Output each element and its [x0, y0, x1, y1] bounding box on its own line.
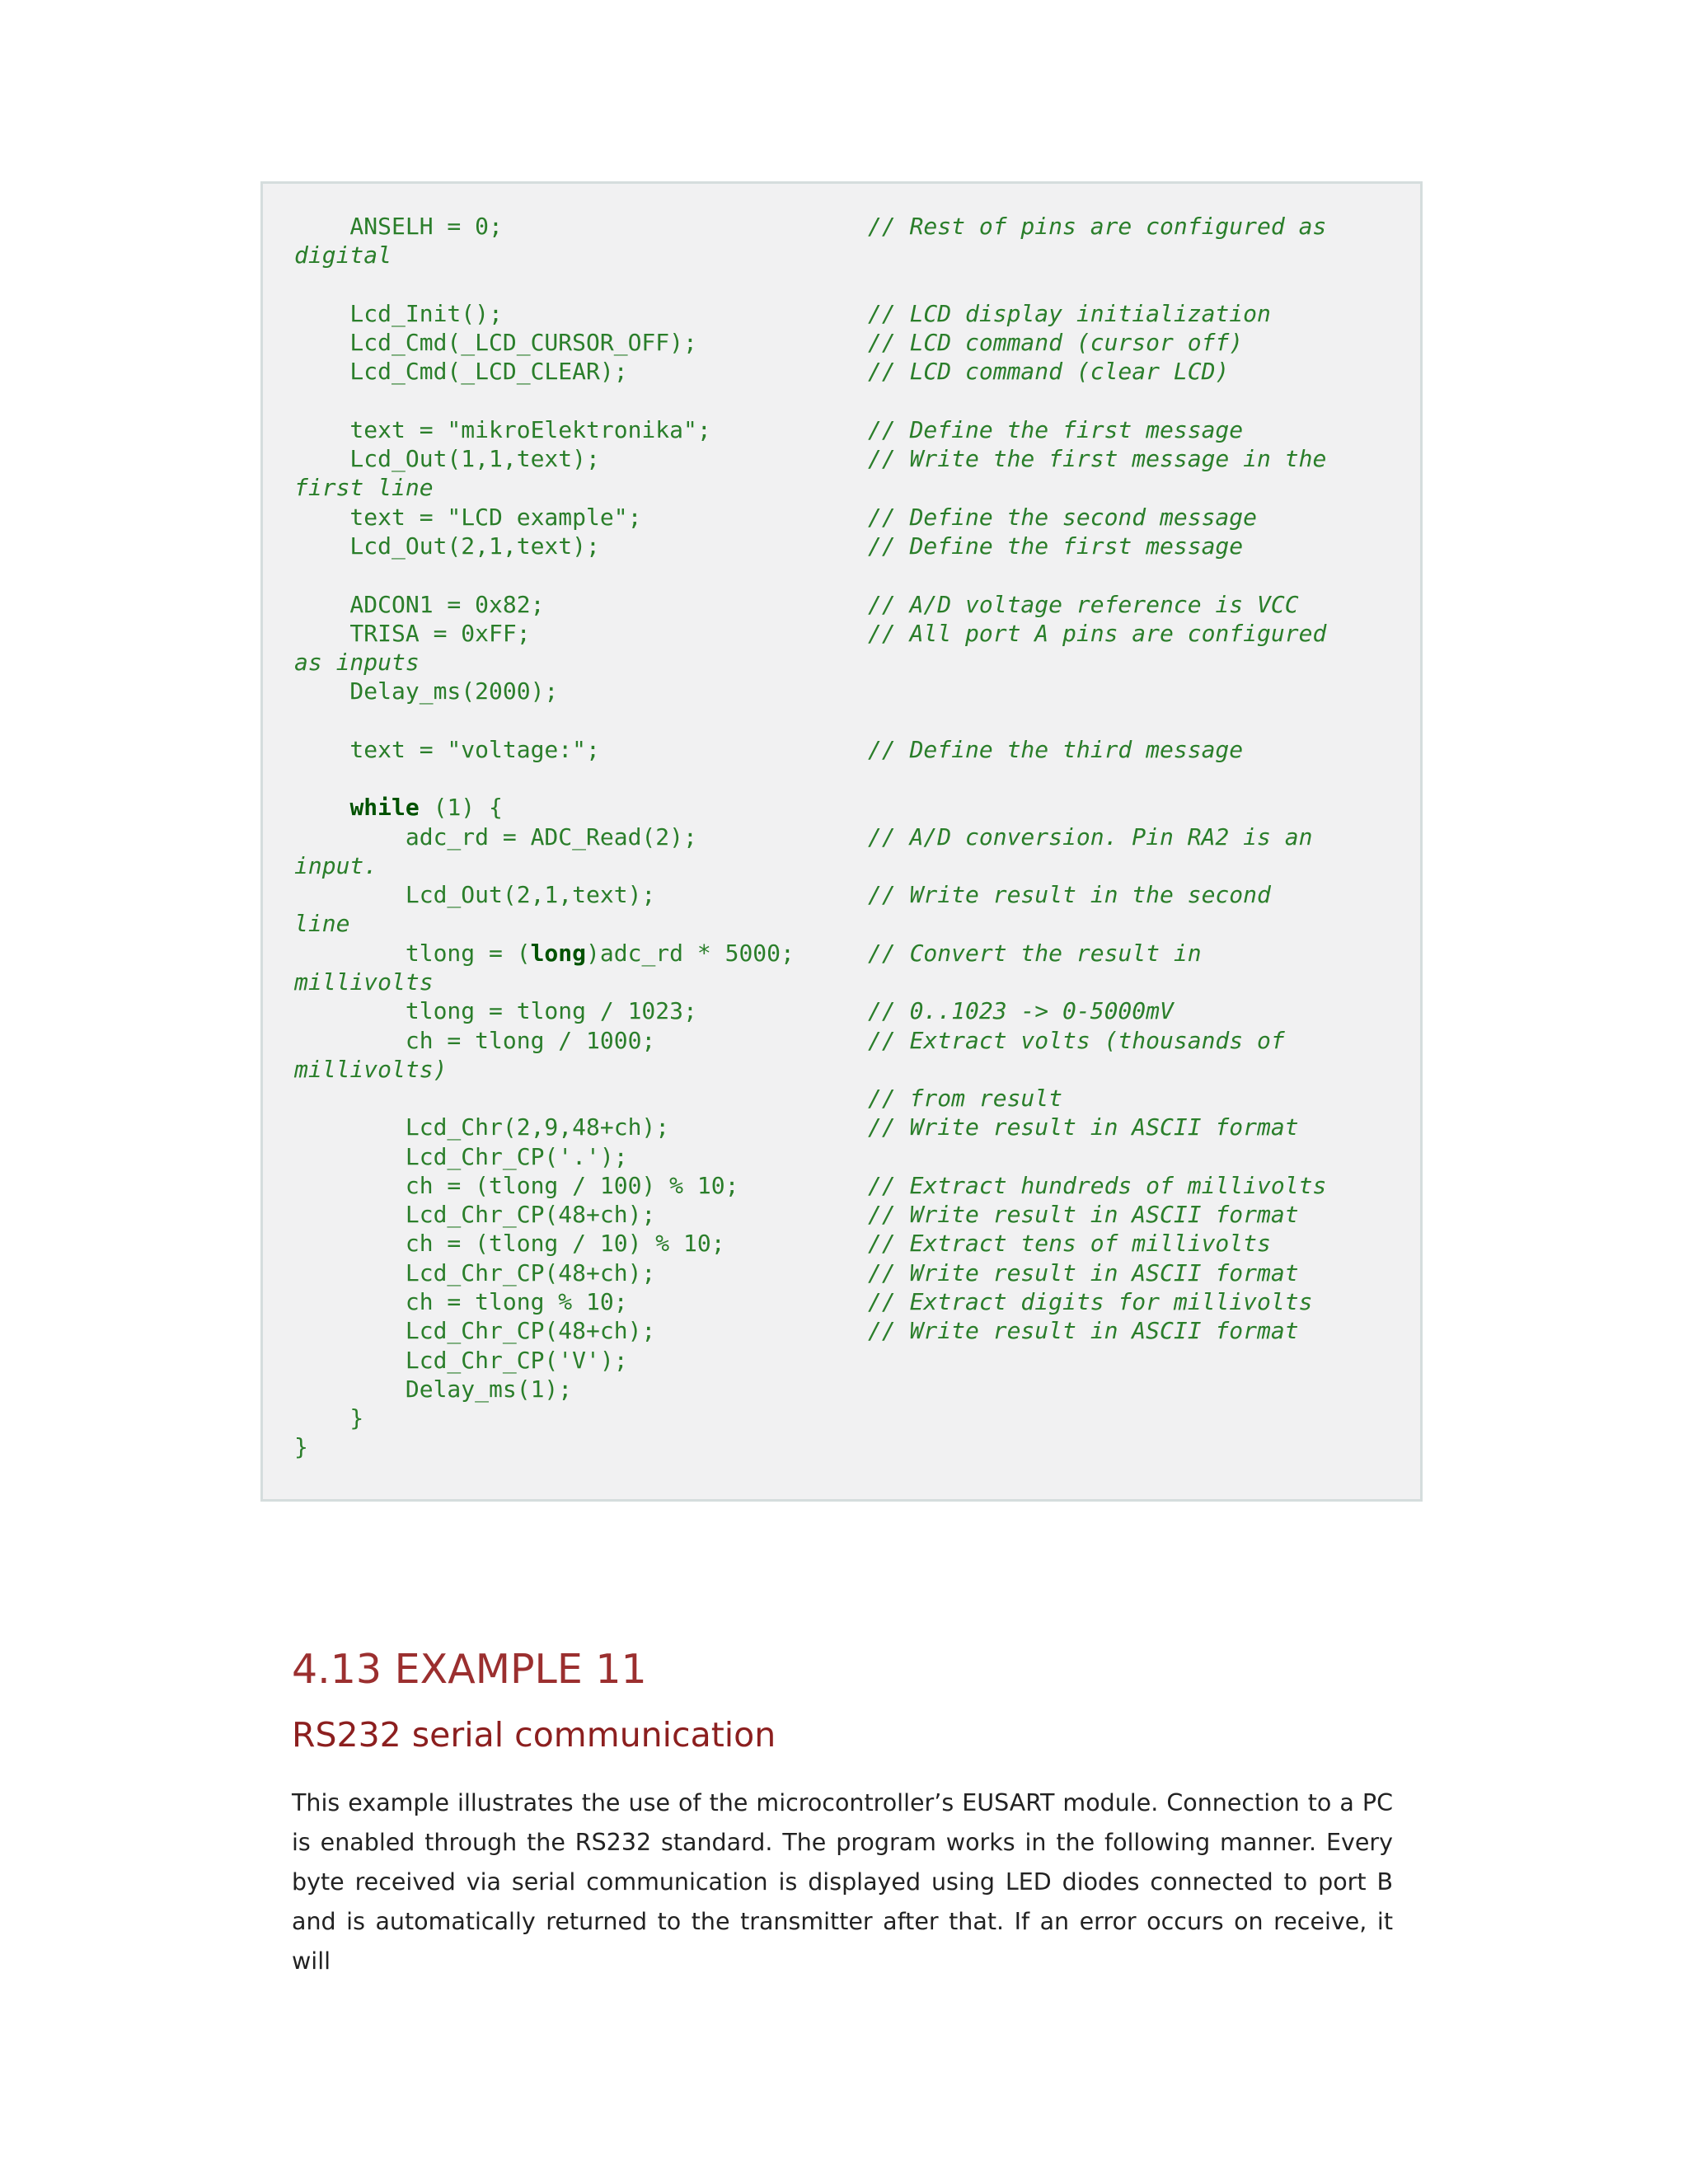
- code-comment: [868, 823, 1312, 851]
- code-comment: [868, 1229, 1271, 1258]
- code-line: [294, 1258, 655, 1287]
- code-comment: [868, 299, 1271, 328]
- comment-text: // Extract volts (thousands of: [868, 1026, 1285, 1054]
- code-comment: [868, 880, 1271, 909]
- code-comment: [868, 532, 1243, 560]
- code-text: Lcd_Chr_CP(48+ch);: [294, 1317, 656, 1345]
- code-text: ADCON1 = 0x82;: [294, 590, 545, 618]
- code-line: [294, 939, 795, 968]
- code-text: TRISA = 0xFF;: [294, 619, 531, 647]
- code-line: [294, 532, 600, 560]
- comment-text: // Write result in ASCII format: [868, 1258, 1299, 1286]
- code-comment: [868, 1171, 1326, 1200]
- code-text: [294, 794, 349, 821]
- code-comment-continuation: [294, 968, 434, 996]
- code-comment: [868, 212, 1326, 241]
- code-comment: [868, 503, 1257, 532]
- code-text: ch = (tlong / 100) % 10;: [294, 1171, 739, 1199]
- code-text: ch = tlong % 10;: [294, 1287, 628, 1315]
- code-text: Lcd_Out(2,1,text);: [294, 881, 656, 909]
- code-line: [294, 590, 544, 619]
- code-listing: [260, 181, 1423, 1502]
- code-comment-continuation: [294, 473, 434, 502]
- code-text: Lcd_Out(1,1,text);: [294, 445, 600, 473]
- code-line: [294, 1026, 655, 1055]
- body-paragraph: This example illustrates the use of the microcontroller’s EUSART module. Connection to a PC is enabled through the RS232 standard. The program works in the following manner. Every byte received via serial communication is displayed using LED diodes connected to port B and is automatically returned to the transmitter after that. If an error occurs on receive, it will: [292, 1789, 1393, 1975]
- code-comment: [868, 415, 1243, 444]
- code-comment: [868, 735, 1243, 764]
- comment-text: // A/D conversion. Pin RA2 is an: [868, 823, 1313, 851]
- comment-text: // A/D voltage reference is VCC: [868, 590, 1299, 618]
- code-line: [294, 444, 600, 473]
- comment-text: // Define the third message: [868, 735, 1244, 763]
- code-text: Delay_ms(1);: [294, 1375, 573, 1403]
- comment-text: // Extract hundreds of millivolts: [868, 1171, 1327, 1199]
- code-comment-continuation: [294, 1055, 447, 1084]
- comment-text: // Convert the result in: [868, 939, 1202, 967]
- code-text: Lcd_Cmd(_LCD_CURSOR_OFF);: [294, 329, 697, 357]
- code-line: [294, 1142, 628, 1171]
- code-text: Lcd_Chr_CP('.');: [294, 1142, 628, 1170]
- code-comment: [868, 1026, 1285, 1055]
- code-line: [294, 357, 628, 386]
- code-line: [294, 677, 558, 705]
- code-text: text = "LCD example";: [294, 503, 642, 531]
- comment-text: // Write result in ASCII format: [868, 1201, 1299, 1229]
- code-comment: [868, 328, 1243, 357]
- comment-text: // LCD command (cursor off): [868, 329, 1244, 357]
- code-line: [294, 880, 655, 909]
- code-text: }: [294, 1433, 308, 1461]
- code-line: [294, 1287, 628, 1316]
- code-comment-continuation: [294, 648, 420, 677]
- comment-text: // Extract digits for millivolts: [868, 1287, 1313, 1315]
- code-comment-continuation: [294, 851, 377, 880]
- code-comment: [868, 357, 1229, 386]
- code-text: )adc_rd * 5000;: [586, 939, 795, 967]
- code-text: Lcd_Init();: [294, 299, 503, 327]
- comment-text: // Rest of pins are configured as: [868, 213, 1327, 240]
- code-text: Lcd_Chr_CP('V');: [294, 1346, 628, 1374]
- comment-text: line: [294, 910, 350, 938]
- code-text: ch = (tlong / 10) % 10;: [294, 1230, 725, 1258]
- comment-text: // Extract tens of millivolts: [868, 1230, 1271, 1258]
- code-text: }: [294, 1404, 364, 1432]
- comment-text: // from result: [868, 1085, 1063, 1113]
- comment-text: // Write the first message in the: [868, 445, 1327, 473]
- comment-text: millivolts: [294, 968, 434, 996]
- code-line: [294, 1200, 655, 1229]
- code-text: ch = tlong / 1000;: [294, 1026, 656, 1054]
- comment-text: digital: [294, 241, 392, 269]
- code-text: Delay_ms(2000);: [294, 677, 559, 705]
- code-comment-continuation: [294, 909, 349, 938]
- comment-text: // All port A pins are configured: [868, 619, 1327, 647]
- comment-text: // Write result in ASCII format: [868, 1113, 1299, 1141]
- code-comment: [868, 590, 1299, 619]
- code-text: text = "voltage:";: [294, 735, 600, 763]
- code-comment: [868, 939, 1202, 968]
- code-text: adc_rd = ADC_Read(2);: [294, 823, 697, 851]
- code-text: Lcd_Chr_CP(48+ch);: [294, 1201, 656, 1229]
- code-line: [294, 503, 641, 532]
- section-subheading: RS232 serial communication: [292, 1715, 776, 1755]
- code-comment-continuation: [294, 241, 392, 269]
- code-comment: [868, 1113, 1299, 1141]
- code-line: [294, 1346, 628, 1375]
- code-comment: [868, 996, 1174, 1025]
- comment-text: as inputs: [294, 649, 420, 677]
- code-text: (1) {: [419, 794, 503, 822]
- code-line: [294, 823, 697, 851]
- code-comment: [868, 1258, 1299, 1287]
- code-line: [294, 1375, 572, 1404]
- code-text: text = "mikroElektronika";: [294, 415, 711, 443]
- code-line: [294, 793, 503, 822]
- code-line: [294, 1316, 655, 1345]
- code-line: [294, 735, 600, 764]
- code-line: [294, 328, 697, 357]
- code-comment: [868, 1316, 1299, 1345]
- code-text: tlong = (: [294, 939, 531, 967]
- comment-text: // Define the first message: [868, 415, 1244, 443]
- comment-text: input.: [294, 851, 378, 879]
- code-line: [294, 1113, 669, 1141]
- code-line: [294, 1404, 363, 1432]
- code-line: [294, 619, 531, 648]
- code-text: ANSELH = 0;: [294, 213, 503, 240]
- code-text: Lcd_Chr(2,9,48+ch);: [294, 1113, 670, 1141]
- code-line: [294, 1171, 738, 1200]
- comment-text: // Define the second message: [868, 503, 1258, 531]
- code-text: Lcd_Chr_CP(48+ch);: [294, 1258, 656, 1286]
- code-line: [294, 299, 503, 328]
- comment-text: // LCD display initialization: [868, 299, 1271, 327]
- code-comment: [868, 1200, 1299, 1229]
- section-heading: 4.13 EXAMPLE 11: [292, 1646, 647, 1693]
- code-comment: [868, 619, 1326, 648]
- code-text: Lcd_Cmd(_LCD_CLEAR);: [294, 358, 628, 386]
- comment-text: // Write result in ASCII format: [868, 1317, 1299, 1345]
- code-line: [294, 212, 503, 241]
- code-text: tlong = tlong / 1023;: [294, 997, 697, 1025]
- code-comment: [868, 1287, 1312, 1316]
- comment-text: // 0..1023 -> 0-5000mV: [868, 997, 1174, 1025]
- comment-text: // Write result in the second: [868, 881, 1271, 909]
- comment-text: first line: [294, 474, 434, 502]
- code-line: [294, 996, 697, 1025]
- code-keyword: long: [530, 939, 587, 967]
- code-comment: [868, 444, 1326, 473]
- comment-text: millivolts): [294, 1055, 448, 1083]
- code-line: [294, 1229, 725, 1258]
- code-text: Lcd_Out(2,1,text);: [294, 532, 600, 560]
- comment-text: // LCD command (clear LCD): [868, 358, 1230, 386]
- code-comment: [868, 1084, 1062, 1113]
- code-line: [294, 415, 711, 444]
- comment-text: // Define the first message: [868, 532, 1244, 560]
- code-line: [294, 1432, 308, 1461]
- code-keyword: while: [349, 794, 420, 822]
